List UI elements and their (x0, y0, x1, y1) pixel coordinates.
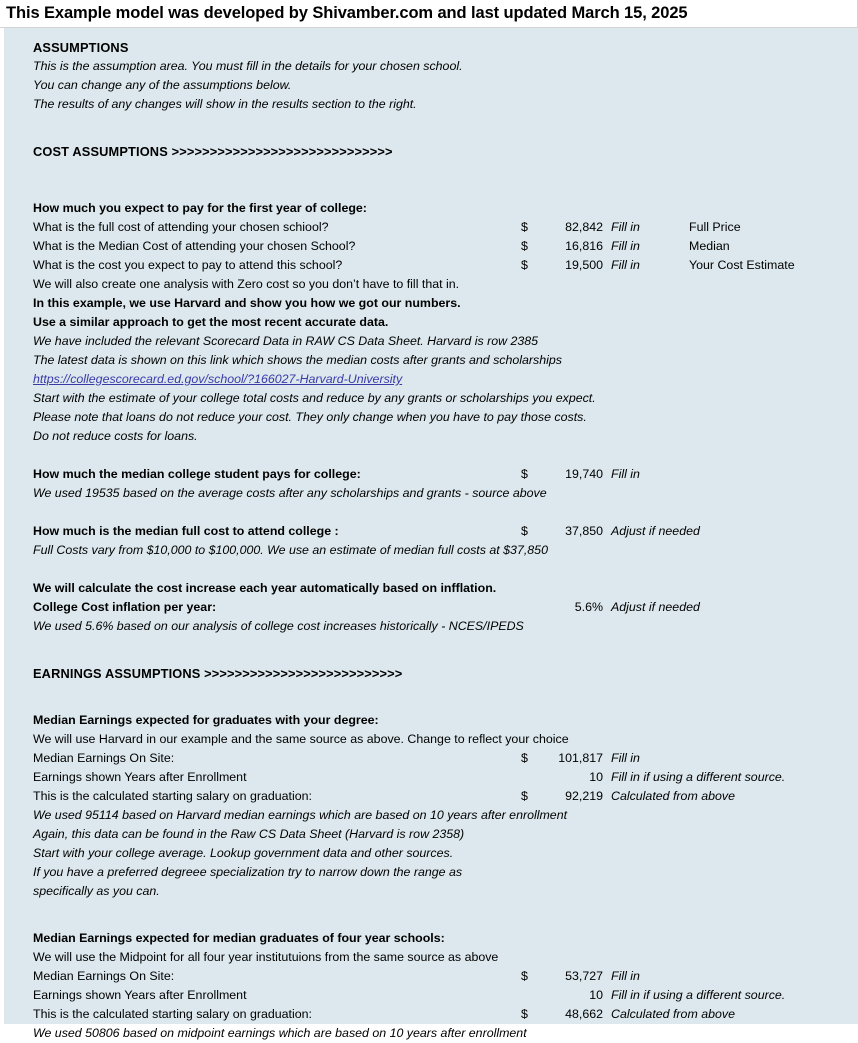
median-pays-row[interactable] (33, 465, 850, 484)
earnings-assumptions-heading: EARNINGS ASSUMPTIONS >>>>>>>>>>>>>>>>>>>>>>>>>> (33, 666, 403, 681)
degree-note-0: We used 95114 based on Harvard median earnings which are based on 10 years after enrollment (33, 808, 568, 822)
spacer (33, 636, 850, 664)
cost-note-2: Use a similar approach to get the most recent accurate data. (33, 315, 389, 329)
table-row[interactable] (33, 237, 850, 256)
table-row[interactable] (33, 768, 850, 787)
row-label: Earnings shown Years after Enrollment (33, 988, 247, 1002)
cost-note-0: We will also create one analysis with Zero cost so you don’t have to fill that in. (33, 277, 460, 291)
document-header-bar (0, 0, 858, 28)
row-note: Fill in if using a different source. (611, 770, 786, 784)
degree-earnings-heading: Median Earnings expected for graduates with your degree: (33, 713, 379, 727)
cost-note-3: We have included the relevant Scorecard Data in RAW CS Data Sheet. Harvard is row 2385 (33, 334, 539, 348)
spacer (33, 901, 850, 929)
spacer (33, 28, 850, 38)
row-label: How much is the median full cost to attend college : (33, 524, 339, 538)
degree-note-2: Start with your college average. Lookup government data and other sources. (33, 846, 454, 860)
four-year-note-0: We used 50806 based on midpoint earnings which are based on 10 years after enrollment (33, 1026, 527, 1040)
cost-note-4: The latest data is shown on this link which shows the median costs after grants and scholarships (33, 353, 562, 367)
row-note: Fill in (611, 751, 640, 765)
scorecard-link-row[interactable] (33, 370, 850, 389)
cost-note-1: In this example, we use Harvard and show you how we got our numbers. (33, 296, 461, 310)
row-value[interactable]: 101,817 (558, 751, 603, 765)
row-label: What is the full cost of attending your chosen schiool? (33, 220, 329, 234)
row-value[interactable]: 10 (589, 988, 603, 1002)
median-pays-subnote: We used 19535 based on the average costs after any scholarships and grants - source above (33, 486, 547, 500)
row-note: Fill in (611, 467, 640, 481)
cost-assumptions-heading: COST ASSUMPTIONS >>>>>>>>>>>>>>>>>>>>>>>>>>>>> (33, 144, 393, 159)
row-label: Median Earnings On Site: (33, 751, 175, 765)
row-value[interactable]: 5.6% (574, 600, 603, 614)
table-row[interactable] (33, 256, 850, 275)
inflation-row[interactable] (33, 598, 850, 617)
row-note: Calculated from above (611, 1007, 735, 1021)
row-currency: $ (521, 220, 528, 234)
cost-note-7: Do not reduce costs for loans. (33, 429, 198, 443)
row-note: Adjust if needed (611, 600, 700, 614)
page-title: This Example model was developed by Shivamber.com and last updated March 15, 2025 (6, 4, 688, 22)
row-value[interactable]: 19,500 (565, 258, 603, 272)
table-row[interactable] (33, 749, 850, 768)
spacer (33, 503, 850, 522)
row-label: How much the median college student pays for college: (33, 467, 361, 481)
row-label: What is the cost you expect to pay to attend this school? (33, 258, 343, 272)
assumptions-sheet (0, 28, 858, 1040)
row-value[interactable]: 53,727 (565, 969, 603, 983)
spacer (33, 683, 850, 711)
row-label: This is the calculated starting salary on graduation: (33, 1007, 312, 1021)
degree-note-1: Again, this data can be found in the Raw CS Data Sheet (Harvard is row 2358) (33, 827, 465, 841)
row-value[interactable]: 92,219 (565, 789, 603, 803)
four-year-earnings-heading: Median Earnings expected for median graduates of four year schools: (33, 931, 445, 945)
four-year-earnings-subheading: We will use the Midpoint for all four year institutuions from the same source as above (33, 950, 499, 964)
row-value[interactable]: 82,842 (565, 220, 603, 234)
spacer (33, 560, 850, 579)
assumptions-intro-2: The results of any changes will show in the results section to the right. (33, 97, 417, 111)
row-label: Median Earnings On Site: (33, 969, 175, 983)
median-full-cost-row[interactable] (33, 522, 850, 541)
row-currency: $ (521, 524, 528, 538)
row-currency: $ (521, 1007, 528, 1021)
row-note: Fill in (611, 220, 640, 234)
degree-note-4: specifically as you can. (33, 884, 160, 898)
spacer (33, 114, 850, 142)
degree-note-3: If you have a preferred degreee specialization try to narrow down the range as (33, 865, 463, 879)
row-label: What is the Median Cost of attending your chosen School? (33, 239, 356, 253)
table-row[interactable] (33, 967, 850, 986)
row-label: College Cost inflation per year: (33, 600, 217, 614)
table-row[interactable] (33, 1005, 850, 1024)
inflation-intro: We will calculate the cost increase each year automatically based on infflation. (33, 581, 497, 595)
collegescorecard-link[interactable]: https://collegescorecard.ed.gov/school/?166027-Harvard-University (33, 372, 403, 386)
cost-note-5: Start with the estimate of your college total costs and reduce by any grants or scholarships you expect. (33, 391, 596, 405)
row-note: Fill in (611, 969, 640, 983)
row-label: This is the calculated starting salary on graduation: (33, 789, 312, 803)
table-row[interactable] (33, 787, 850, 806)
table-row[interactable] (33, 218, 850, 237)
row-currency: $ (521, 751, 528, 765)
row-note: Fill in (611, 258, 640, 272)
row-value[interactable]: 10 (589, 770, 603, 784)
row-note: Fill in if using a different source. (611, 988, 786, 1002)
row-tail: Median (689, 239, 730, 253)
row-currency: $ (521, 969, 528, 983)
cost-note-6: Please note that loans do not reduce your cost. They only change when you have to pay those costs. (33, 410, 587, 424)
median-full-cost-subnote: Full Costs vary from $10,000 to $100,000. We use an estimate of median full costs at $37,850 (33, 543, 548, 557)
row-value[interactable]: 37,850 (565, 524, 603, 538)
spacer (33, 161, 850, 189)
row-tail: Full Price (689, 220, 741, 234)
assumptions-intro-1: You can change any of the assumptions below. (33, 78, 292, 92)
row-note: Fill in (611, 239, 640, 253)
row-currency: $ (521, 239, 528, 253)
row-currency: $ (521, 258, 528, 272)
row-tail: Your Cost Estimate (689, 258, 795, 272)
spacer (33, 189, 850, 199)
row-note: Calculated from above (611, 789, 735, 803)
spacer (33, 446, 850, 465)
inflation-subnote: We used 5.6% based on our analysis of college cost increases historically - NCES/IPEDS (33, 619, 524, 633)
row-note: Adjust if needed (611, 524, 700, 538)
row-value[interactable]: 16,816 (565, 239, 603, 253)
row-currency: $ (521, 467, 528, 481)
row-value[interactable]: 19,740 (565, 467, 603, 481)
assumptions-intro-0: This is the assumption area. You must fill in the details for your chosen school. (33, 59, 463, 73)
row-currency: $ (521, 789, 528, 803)
row-value[interactable]: 48,662 (565, 1007, 603, 1021)
assumptions-heading: ASSUMPTIONS (33, 40, 129, 55)
first-year-heading: How much you expect to pay for the first year of college: (33, 201, 367, 215)
degree-earnings-subheading: We will use Harvard in our example and the same source as above. Change to reflect your choice (33, 732, 569, 746)
table-row[interactable] (33, 986, 850, 1005)
row-label: Earnings shown Years after Enrollment (33, 770, 247, 784)
